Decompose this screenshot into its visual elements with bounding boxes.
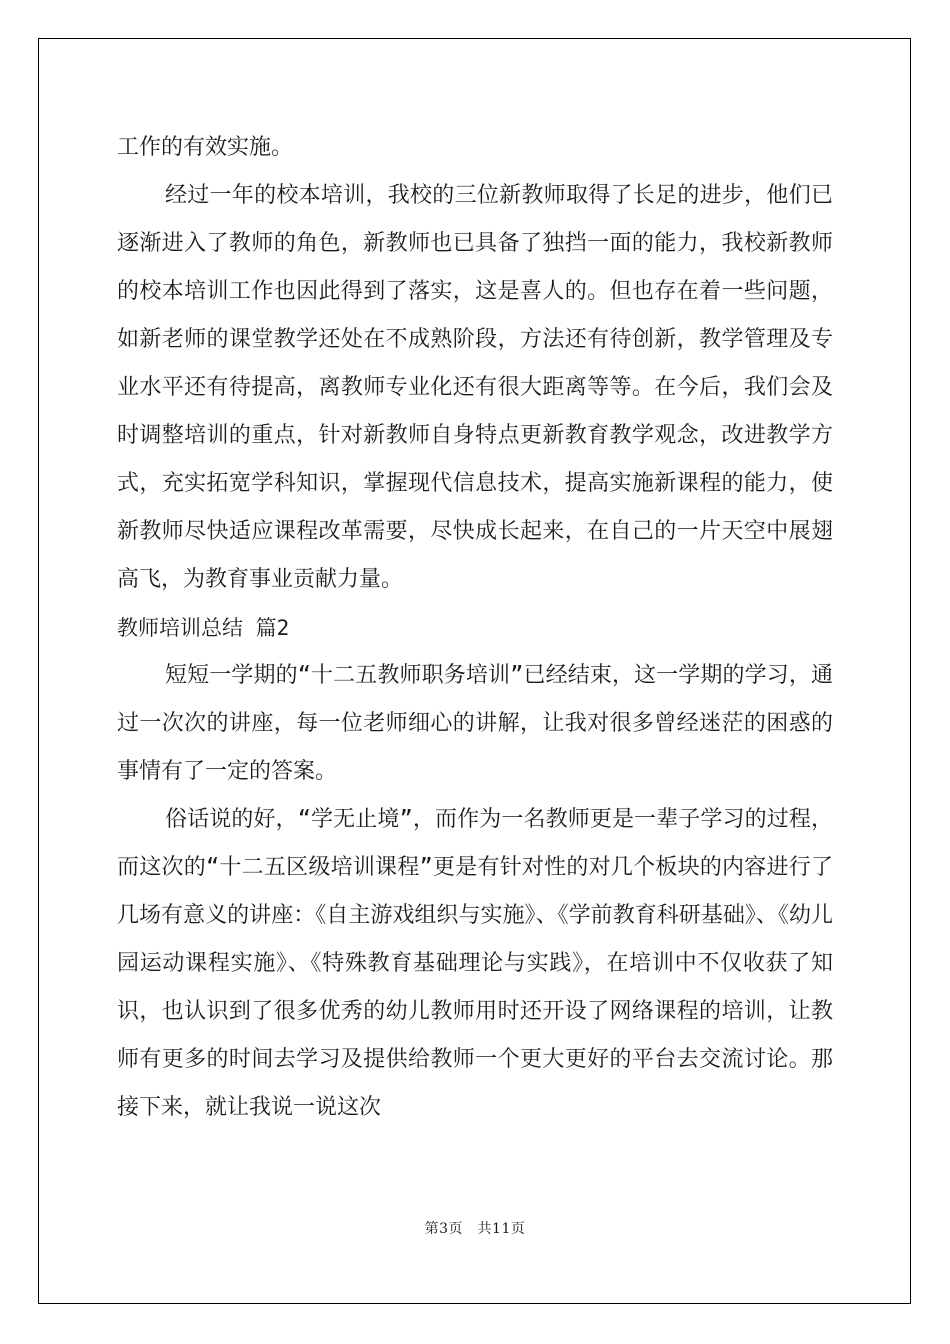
document-body bbox=[117, 124, 833, 1132]
paragraph: 俗话说的好，“学无止境”，而作为一名教师更是一辈子学习的过程，而这次的“十二五区级培训课程”更是有针对性的对几个板块的内容进行了几场有意义的讲座：《自主游戏组织与实施》、《学前教育科研基础》、《幼儿园运动课程实施》、《特殊教育基础理论与实践》，在培训中不仅收获了知识，也认识到了很多优秀的幼儿教师用时还开设了网络课程的培训，让教师有更多的时间去学习及提供给教师一个更大更好的平台去交流讨论。那接下来，就让我说一说这次 bbox=[117, 807, 833, 1120]
paragraph: 工作的有效实施。 bbox=[117, 135, 294, 160]
paragraph: 短短一学期的“十二五教师职务培训”已经结束，这一学期的学习，通过一次次的讲座，每一位老师细心的讲解，让我对很多曾经迷茫的困惑的事情有了一定的答案。 bbox=[117, 663, 833, 784]
page-number-footer: 第3页 共11页 bbox=[424, 1221, 526, 1237]
paragraph: 经过一年的校本培训，我校的三位新教师取得了长足的进步，他们已逐渐进入了教师的角色，新教师也已具备了独挡一面的能力，我校新教师的校本培训工作也因此得到了落实，这是喜人的。但也存在着一些问题，如新老师的课堂教学还处在不成熟阶段，方法还有待创新，教学管理及专业水平还有待提高，离教师专业化还有很大距离等等。在今后，我们会及时调整培训的重点，针对新教师自身特点更新教育教学观念，改进教学方式，充实拓宽学科知识，掌握现代信息技术，提高实施新课程的能力，使新教师尽快适应课程改革需要，尽快成长起来，在自己的一片天空中展翅高飞，为教育事业贡献力量。 bbox=[117, 183, 833, 592]
section-heading: 教师培训总结 篇2 bbox=[117, 616, 290, 640]
